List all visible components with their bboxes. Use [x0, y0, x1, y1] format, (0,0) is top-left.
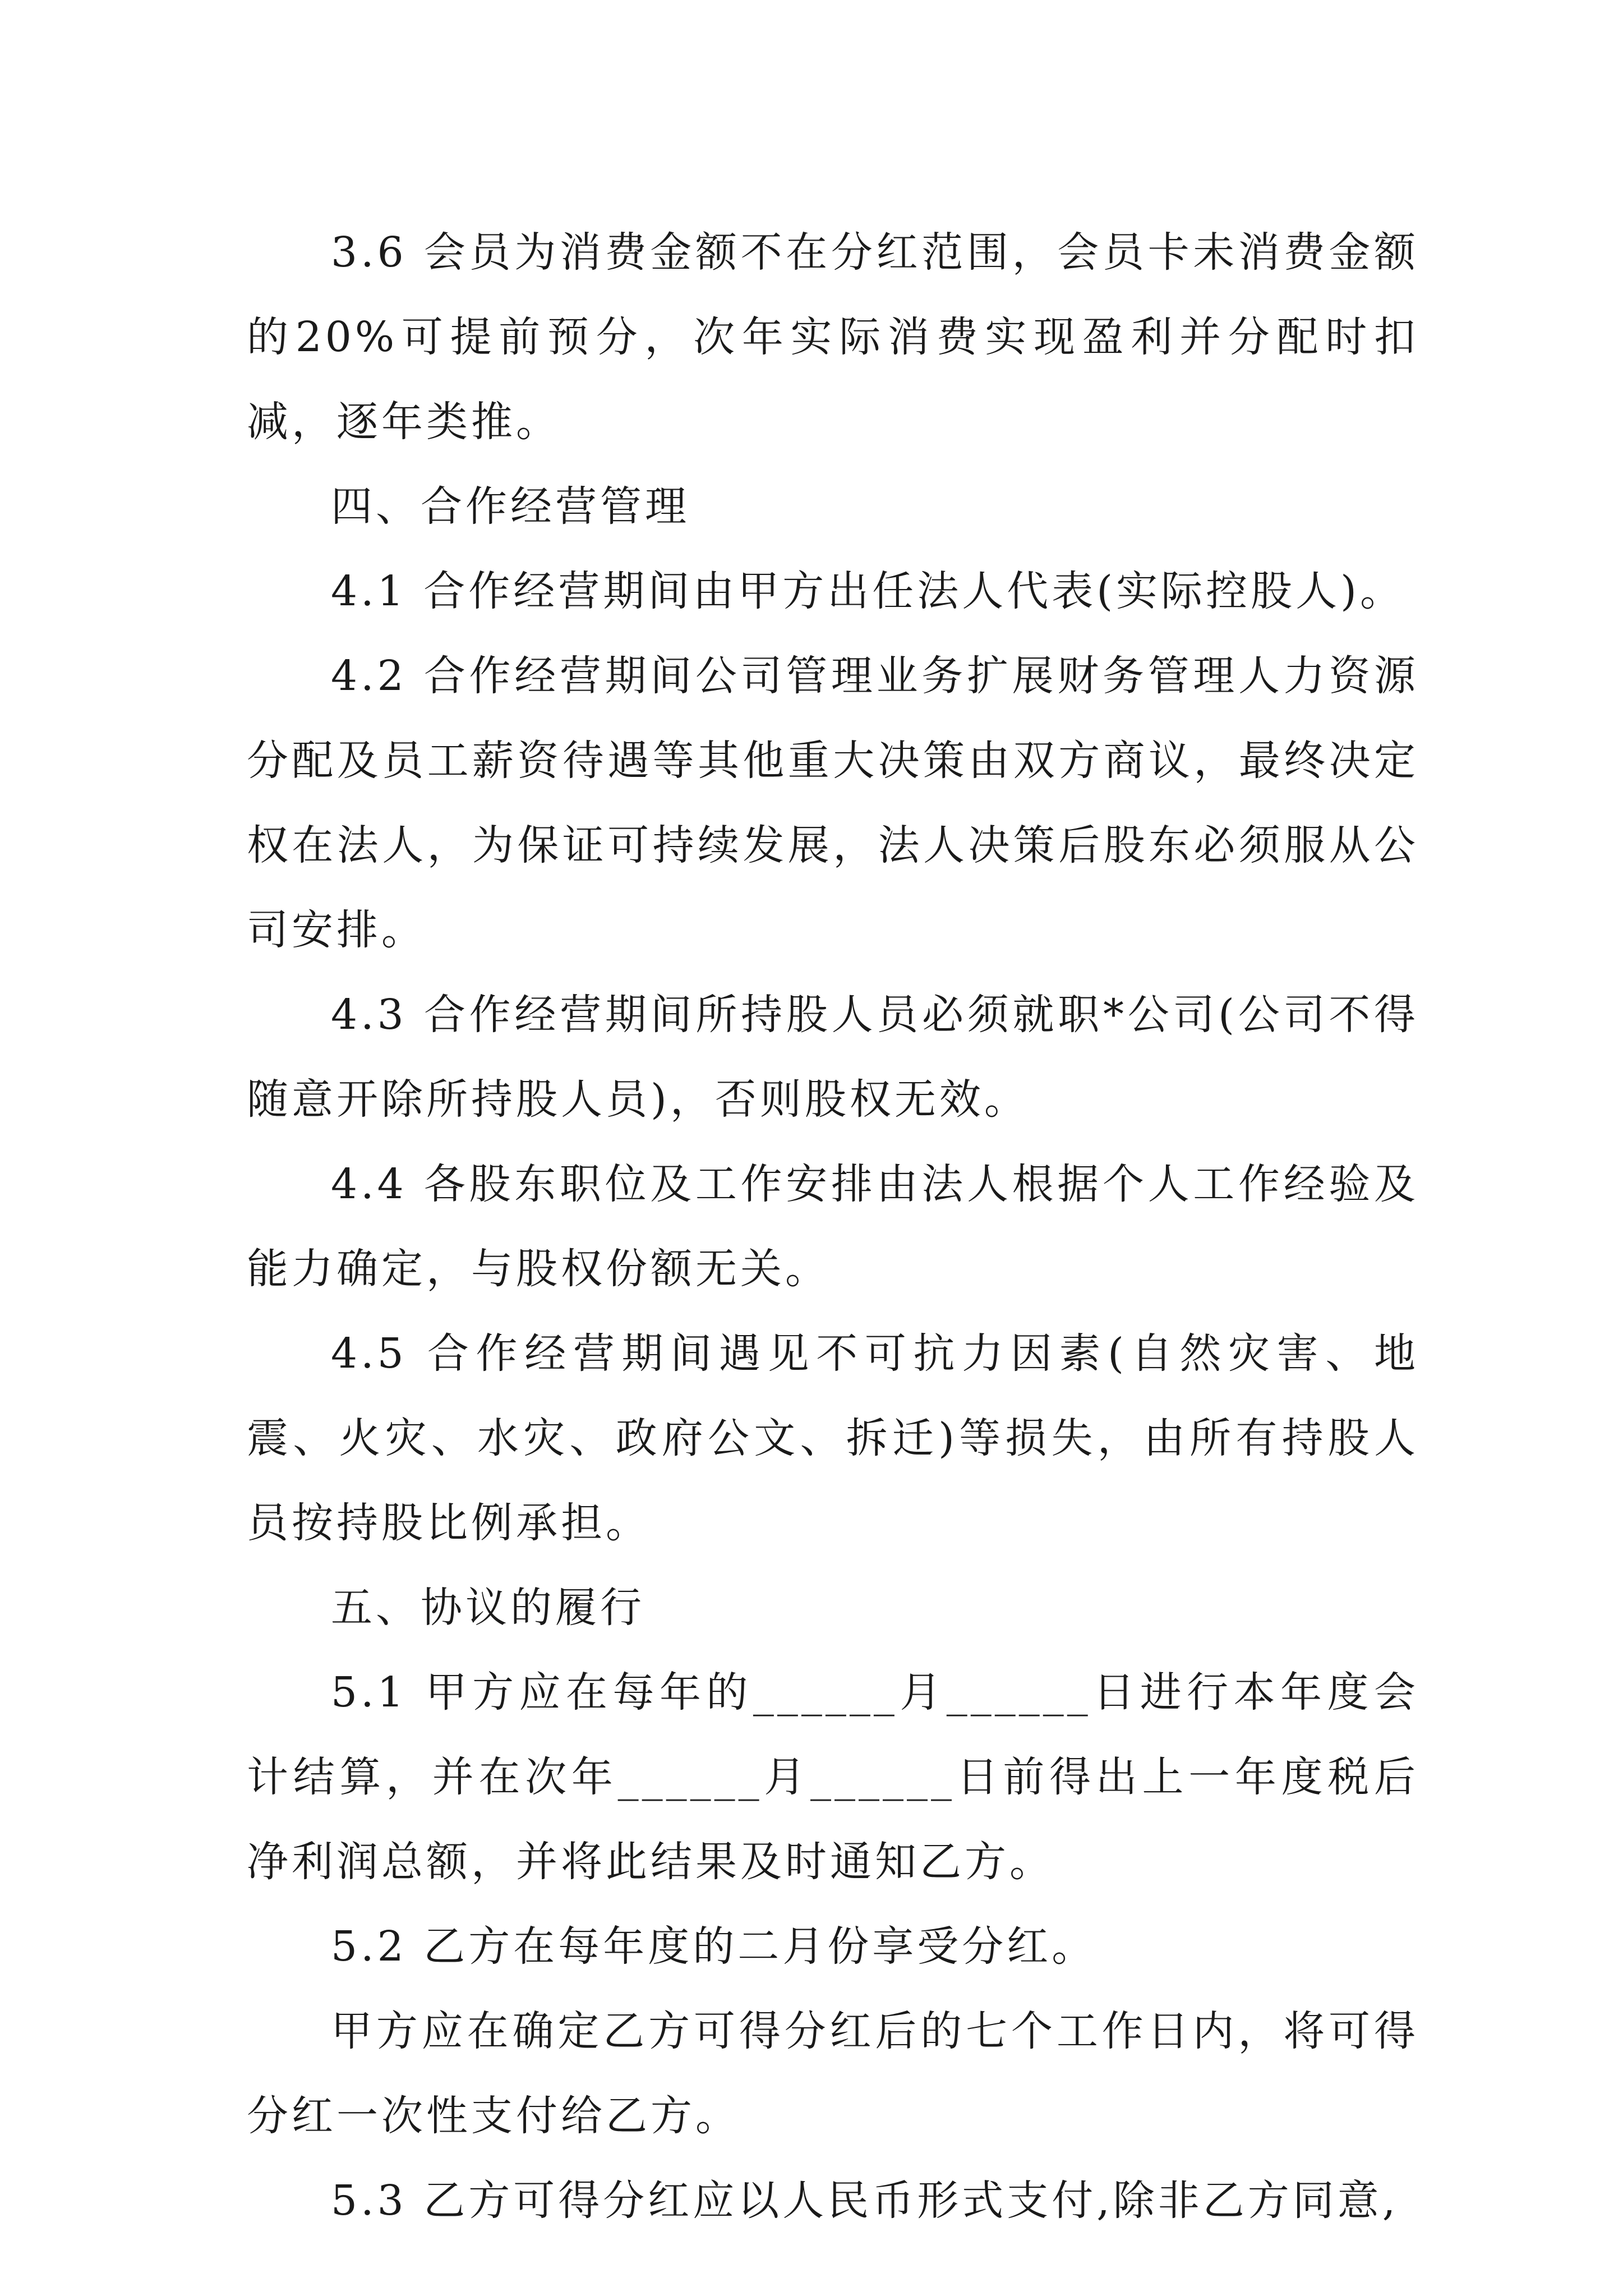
paragraph-5-1: 5.1 甲方应在每年的______月______日进行本年度会计结算，并在次年______月______日前得出上一年度税后净利润总额，并将此结果及时通知乙方。 [247, 1668, 1419, 1886]
paragraph-4-2: 4.2 合作经营期间公司管理业务扩展财务管理人力资源分配及员工薪资待遇等其他重大决策由双方商议，最终决定权在法人，为保证可持续发展，法人决策后股东必须服从公司安排。 [247, 652, 1419, 954]
paragraph-5-2-cont: 甲方应在确定乙方可得分红后的七个工作日内，将可得分红一次性支付给乙方。 [247, 2007, 1419, 2140]
paragraph-4-5: 4.5 合作经营期间遇见不可抗力因素(自然灾害、地震、火灾、水灾、政府公文、拆迁)等损失，由所有持股人员按持股比例承担。 [247, 1329, 1419, 1547]
paragraph-5-2: 5.2 乙方在每年度的二月份享受分红。 [331, 1922, 1097, 1971]
paragraph-4-1: 4.1 合作经营期间由甲方出任法人代表(实际控股人)。 [331, 567, 1405, 615]
paragraph-3-6: 3.6 会员为消费金额不在分红范围，会员卡未消费金额的20%可提前预分，次年实际消费实现盈利并分配时扣减，逐年类推。 [247, 228, 1419, 446]
paragraph-4-4: 4.4 各股东职位及工作安排由法人根据个人工作经验及能力确定，与股权份额无关。 [247, 1160, 1419, 1293]
section-heading-4: 四、合作经营管理 [331, 482, 690, 531]
paragraph-5-3: 5.3 乙方可得分红应以人民币形式支付,除非乙方同意, [331, 2177, 1399, 2225]
section-heading-5: 五、协议的履行 [331, 1584, 645, 1632]
document-body [247, 210, 1419, 2243]
paragraph-4-3: 4.3 合作经营期间所持股人员必须就职*公司(公司不得随意开除所持股人员)，否则股权无效。 [247, 991, 1419, 1124]
